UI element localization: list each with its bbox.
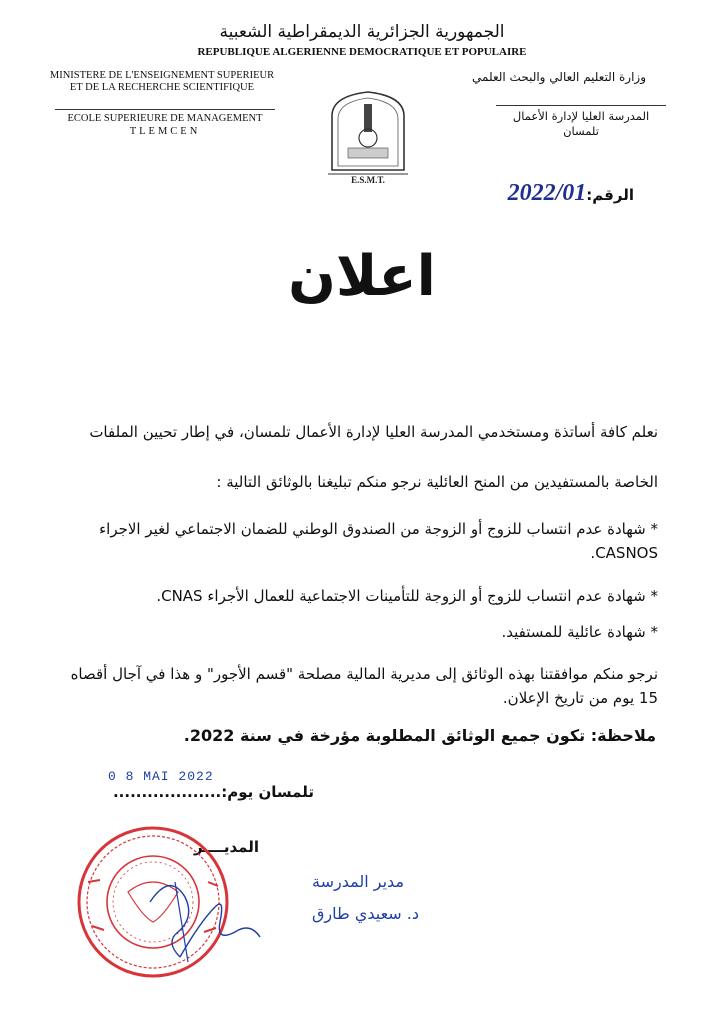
school-logo [318,86,418,186]
list-item-cnas: * شهادة عدم انتساب للزوج أو الزوجة للتأمينات الاجتماعية للعمال الأجراء CNAS. [156,587,658,605]
list-item-family-certificate: * شهادة عائلية للمستفيد. [501,623,658,641]
ministry-fr-line2: ET DE LA RECHERCHE SCIENTIFIQUE [69,82,255,93]
school-fr-line1: ECOLE SUPERIEURE DE MANAGEMENT [67,113,263,124]
place-date: تلمسان يوم:................... [112,783,314,801]
school-ar-line1: المدرسة العليا لإدارة الأعمال [512,109,650,123]
paragraph-1: نعلم كافة أساتذة ومستخدمي المدرسة العليا لإدارة الأعمال تلمسان، في إطار تحيين الملفات [89,423,658,441]
signature-name: د. سعيدي طارق [312,904,420,923]
paragraph-2: الخاصة بالمستفيدين من المنح العائلية نرجو منكم تبليغنا بالوثائق التالية : [216,473,658,491]
reference-number: 2022/01 [507,180,587,206]
reference [502,180,634,207]
school-fr-line2: TLEMCEN [129,126,201,137]
director-label: المديــــر [194,838,259,856]
school-name-fr [55,109,275,138]
school-name-ar [496,105,666,139]
republic-title-fr: REPUBLIQUE ALGERIENNE DEMOCRATIQUE ET POPULAIRE [197,46,527,58]
ministry-ar: وزارة التعليم العالي والبحث العلمي [472,70,646,84]
school-ar-line2: تلمسان [563,124,599,138]
list-item-casnos: * شهادة عدم انتساب للزوج أو الزوجة من الصندوق الوطني للضمان الاجتماعي لغير الاجراء CASNOS. [99,520,658,562]
ministry-fr-line1: MINISTERE DE L'ENSEIGNEMENT SUPERIEUR [49,70,275,81]
date-stamp: 0 8 MAI 2022 [108,769,214,784]
handwritten-signature [140,862,280,972]
note: ملاحظة: تكون جميع الوثائق المطلوبة مؤرخة في سنة 2022. [183,726,656,745]
ministry-fr [42,70,282,94]
reference-label: الرقم: [586,186,634,204]
logo-text: E.S.M.T. [351,175,385,185]
signature-title: مدير المدرسة [312,872,405,891]
announcement-title: اعلان [288,244,436,309]
paragraph-3: نرجو منكم موافقتنا بهذه الوثائق إلى مديرية المالية مصلحة "قسم الأجور" و هذا في آجال أقصاه 15 يوم من تاريخ الإعلان. [70,665,658,707]
republic-title-ar: الجمهورية الجزائرية الديمقراطية الشعبية [219,22,505,42]
